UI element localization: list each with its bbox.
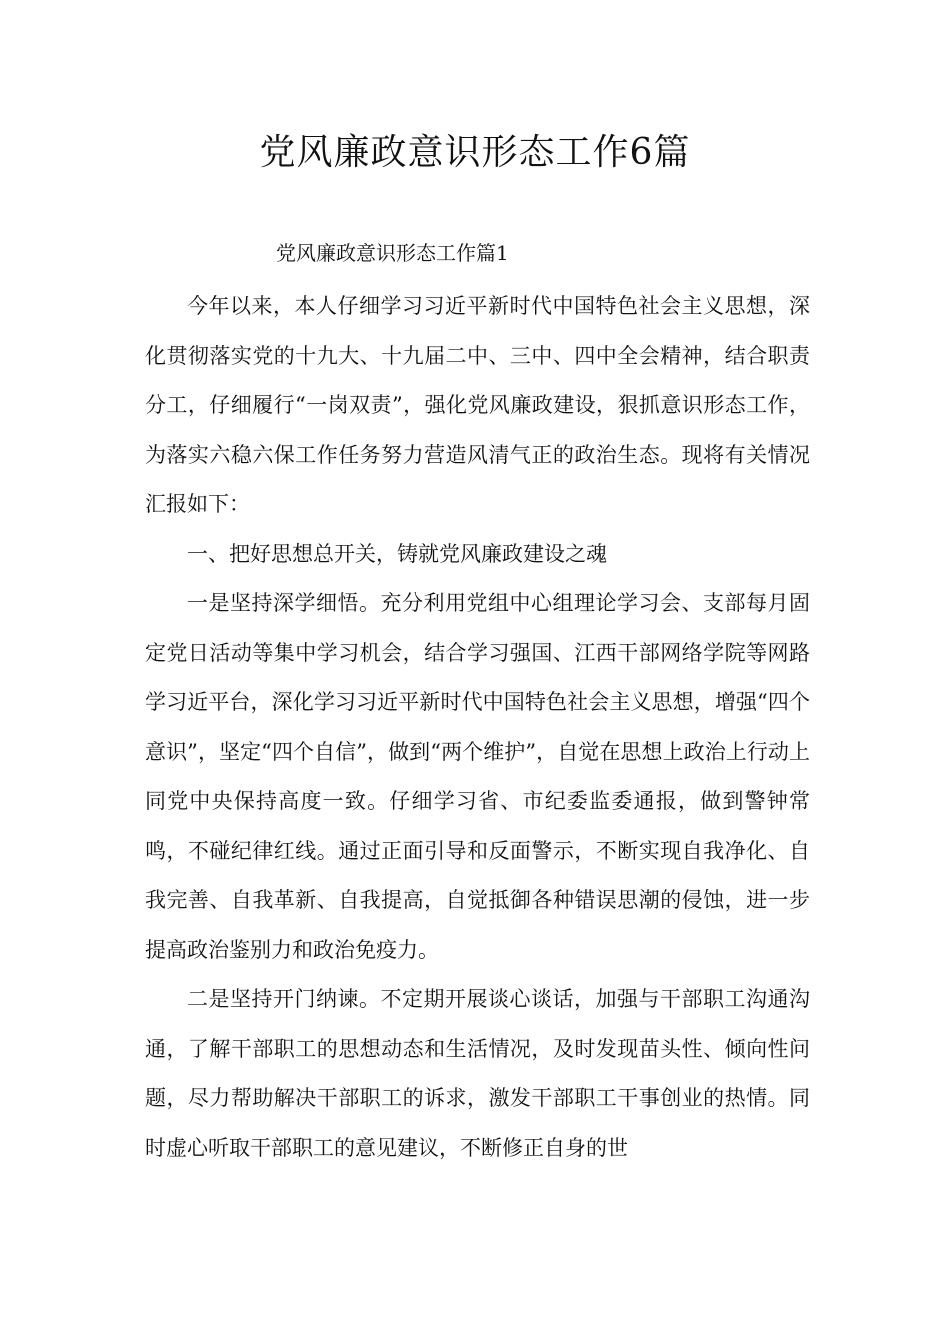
paragraph-heading-1: 一、把好思想总开关，铸就党风廉政建设之魂 (187, 541, 607, 566)
paragraph-advice: 二是坚持开门纳谏。不定期开展谈心谈话，加强与干部职工沟通沟通，了解干部职工的思想动态和生活情况，及时发现苗头性、倾向性问题，尽力帮助解决干部职工的诉求，激发干部职工干事创业的热情。同时虚心听取干部职工的意见建议，不断修正自身的世 (145, 987, 810, 1160)
paragraph-study: 一是坚持深学细悟。充分利用党组中心组理论学习会、支部每月固定党日活动等集中学习机会，结合学习强国、江西干部网络学院等网路学习近平台，深化学习习近平新时代中国特色社会主义思想，增强“四个意识”，坚定“四个自信”，做到“两个维护”，自觉在思想上政治上行动上同党中央保持高度一致。仔细学习省、市纪委监委通报，做到警钟常鸣，不碰纪律红线。通过正面引导和反面警示，不断实现自我净化、自我完善、自我革新、自我提高，自觉抵御各种错误思潮的侵蚀，进一步提高政治鉴别力和政治免疫力。 (145, 591, 810, 962)
section-title: 党风廉政意识形态工作篇1 (276, 241, 509, 265)
document-body (145, 282, 810, 1173)
paragraph-intro: 今年以来，本人仔细学习习近平新时代中国特色社会主义思想，深化贯彻落实党的十九大、十九届二中、三中、四中全会精神，结合职责分工，仔细履行“一岗双责”，强化党风廉政建设，狠抓意识形态工作，为落实六稳六保工作任务努力营造风清气正的政治生态。现将有关情况汇报如下： (145, 294, 810, 516)
document-title: 党风廉政意识形态工作6篇 (259, 132, 691, 173)
